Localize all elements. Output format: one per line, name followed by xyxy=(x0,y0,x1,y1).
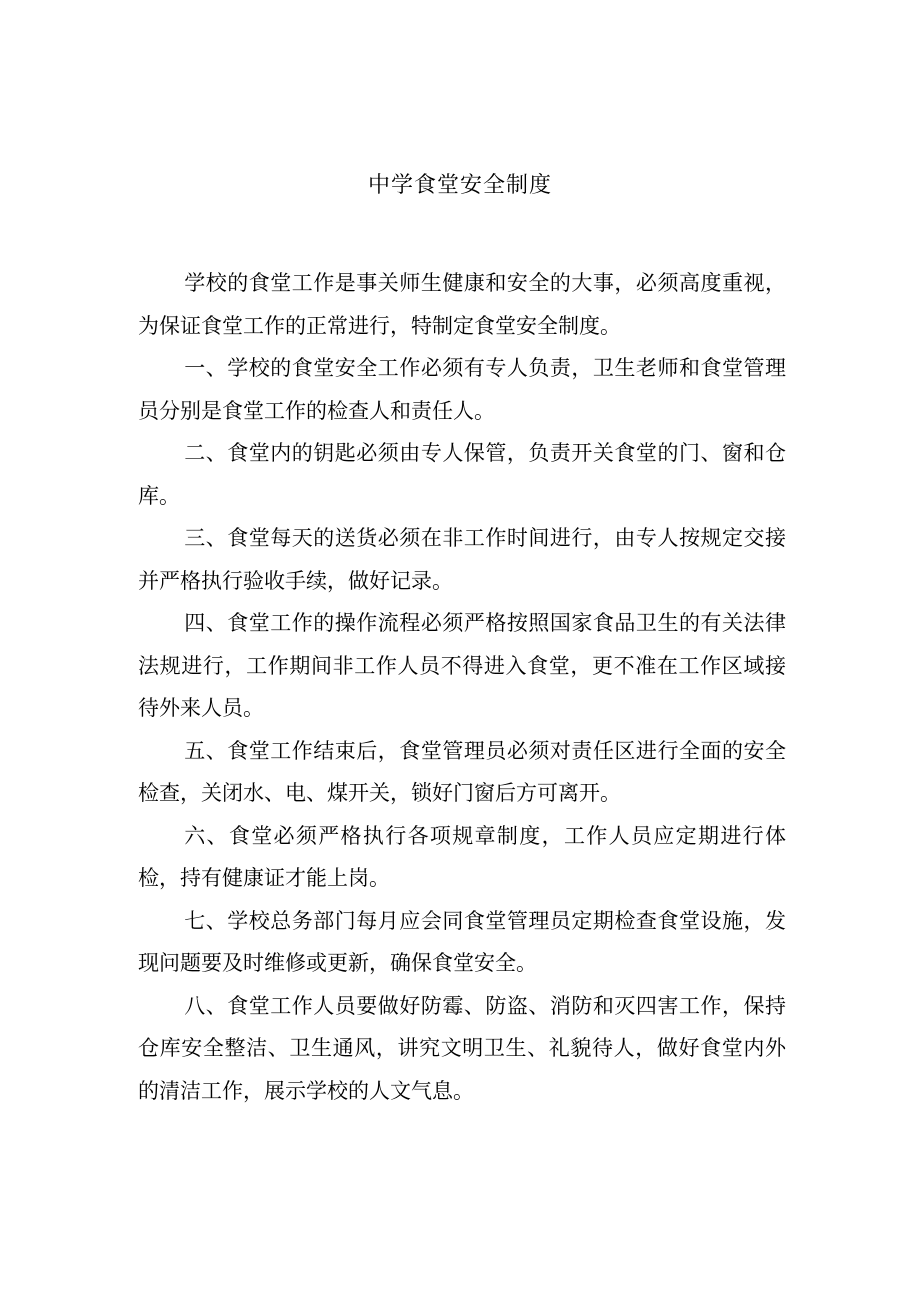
paragraph-rule-6: 六、食堂必须严格执行各项规章制度，工作人员应定期进行体检，持有健康证才能上岗。 xyxy=(138,823,786,890)
paragraph-rule-7: 七、学校总务部门每月应会同食堂管理员定期检查食堂设施，发现问题要及时维修或更新，确保食堂安全。 xyxy=(138,908,786,975)
paragraph-rule-3: 三、食堂每天的送货必须在非工作时间进行，由专人按规定交接并严格执行验收手续，做好记录。 xyxy=(138,526,786,593)
paragraph-rule-8: 八、食堂工作人员要做好防霉、防盗、消防和灭四害工作，保持仓库安全整洁、卫生通风，讲究文明卫生、礼貌待人，做好食堂内外的清洁工作，展示学校的人文气息。 xyxy=(138,993,786,1103)
paragraph-rule-5: 五、食堂工作结束后，食堂管理员必须对责任区进行全面的安全检查，关闭水、电、煤开关，锁好门窗后方可离开。 xyxy=(138,738,786,805)
paragraph-intro: 学校的食堂工作是事关师生健康和安全的大事，必须高度重视，为保证食堂工作的正常进行，特制定食堂安全制度。 xyxy=(138,271,786,338)
document-title: 中学食堂安全制度 xyxy=(367,173,552,198)
paragraph-rule-4: 四、食堂工作的操作流程必须严格按照国家食品卫生的有关法律法规进行，工作期间非工作人员不得进入食堂，更不准在工作区域接待外来人员。 xyxy=(138,611,786,720)
document-body xyxy=(138,262,786,1112)
paragraph-rule-2: 二、食堂内的钥匙必须由专人保管，负责开关食堂的门、窗和仓库。 xyxy=(138,441,786,508)
paragraph-rule-1: 一、学校的食堂安全工作必须有专人负责，卫生老师和食堂管理员分别是食堂工作的检查人和责任人。 xyxy=(138,356,786,423)
